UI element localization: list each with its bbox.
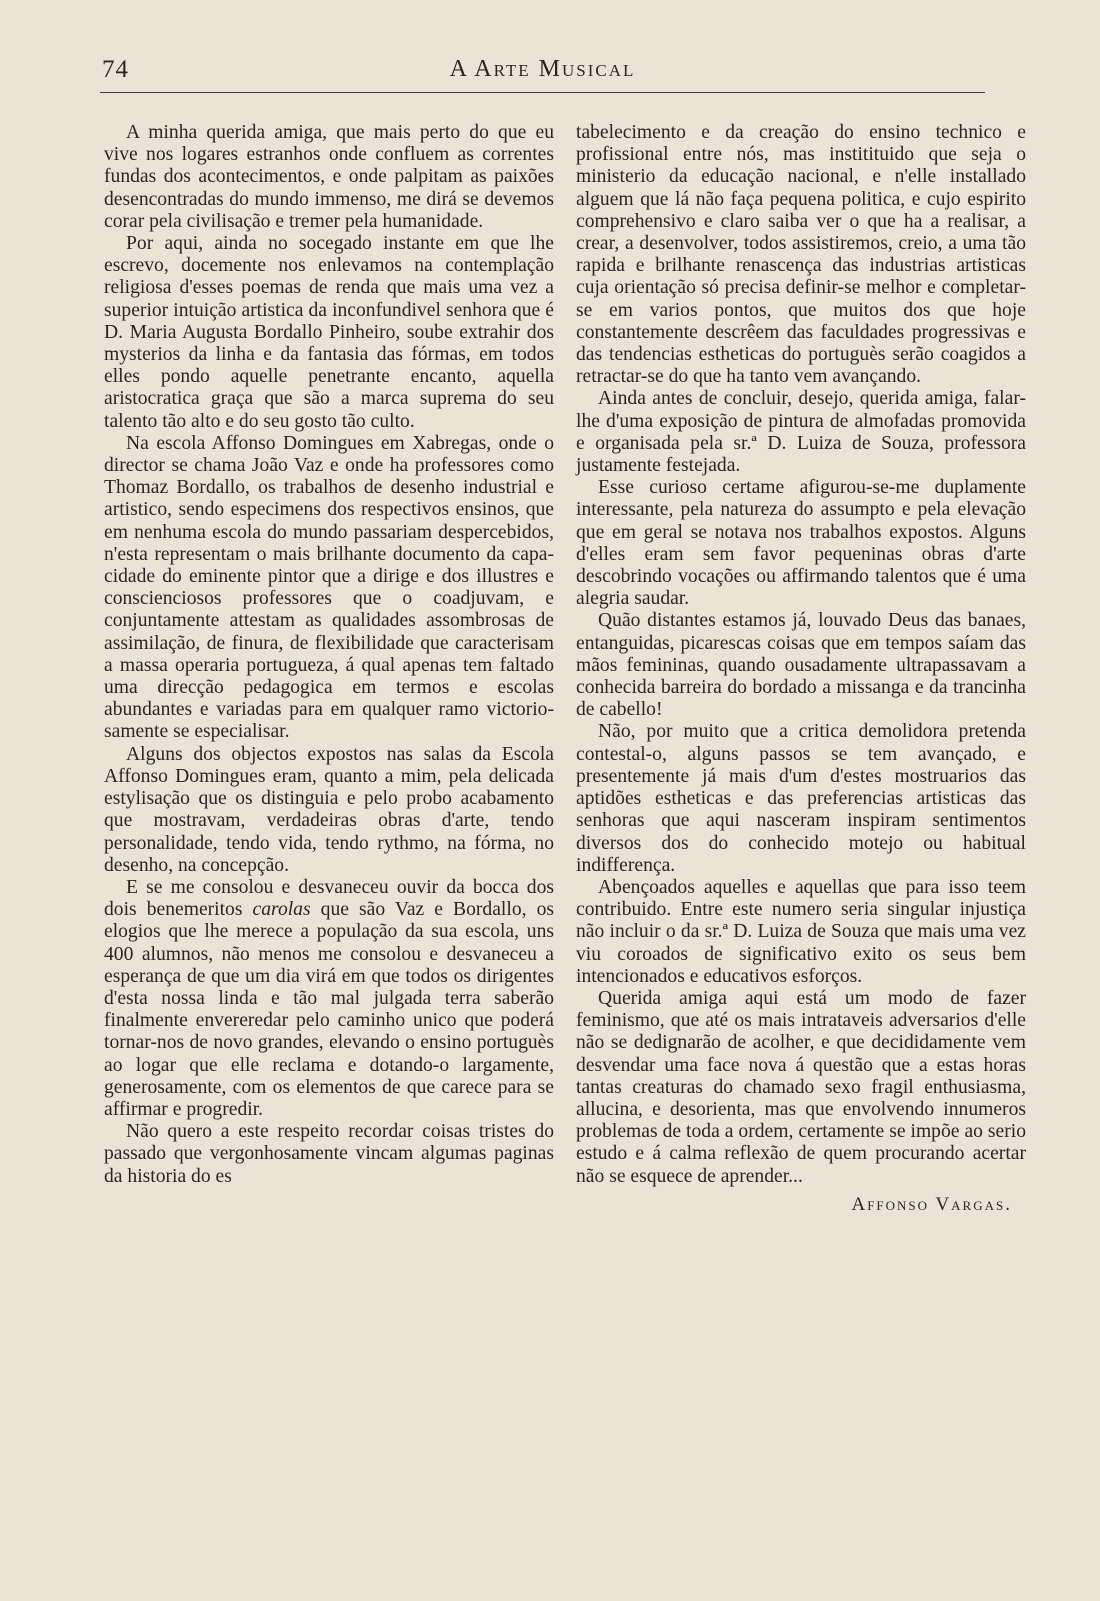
paragraph: [104, 877, 554, 1121]
article-body: [104, 122, 1026, 1522]
paragraph: Abençoados aquelles e aquellas que para isso teem contribuido. Entre este numero seria singular injustiça não incluir o da sr.ª D. Luiza de Souza que mais uma vez viu coroados de significativo exito os seus bem intencionados e educativos esforços.: [576, 876, 1026, 987]
italic-word: carolas: [252, 899, 311, 921]
paragraph: Não, por muito que a critica demolidora pretenda contestal-o, alguns passos se tem avançado, e presentemente já mais d'um d'estes mostruarios das aptidões estheticas e das preferencias artisticas das senhoras que aqui nasceram inspiram sentimentos diversos dos do conhecido motejo ou habitual indifferença.: [576, 721, 1026, 876]
paragraph-text: E se me consolou e desvaneceu ouvir da bocca dos dois benemeritos: [104, 876, 554, 921]
page-header: [100, 52, 985, 93]
paragraph: Ainda antes de concluir, desejo, querida amiga, falar-lhe d'uma exposição de pintura de almofadas promovida e organisada pela sr.ª D. Luiza de Souza, professora justamente festejada.: [576, 388, 1026, 477]
paragraph-text: que são Vaz e Bordallo, os elogios que lhe merece a população da sua escola, uns 400 alumnos, não menos me consolou e desvaneceu a esperança de que um dia virá em que todos os dirigentes d'esta nossa linda e tão mal julgada terra saberão finalmente envereredar pelo caminho unico que poderá tornar-nos de novo grandes, elevando o ensino portuguès ao logar que elle reclama e dotando-o largamente, generosamente, com os elementos de que carece para se affirmar e progredir.: [104, 899, 554, 1120]
paragraph: Quão distantes estamos já, louvado Deus das banaes, entanguidas, picarescas coisas que em tempos saíam das mãos femininas, quando ousadamente ultrapassavam a conhecida barreira do bordado a missanga e da trancinha de cabello!: [576, 610, 1026, 721]
paragraph: Alguns dos objectos expostos nas salas da Escola Affonso Domingues eram, quanto a mim, pela delicada estylisação que os distinguia e pelo probo acabamento que mostravam, verdadeiras obras d'arte, tendo personalidade, tendo vida, tendo rythmo, na fórma, no desenho, na concepção.: [104, 743, 554, 876]
paragraph: Não quero a este respeito recordar coisas tristes do passado que vergonhosamente vincam algumas paginas da historia do es: [104, 1121, 554, 1187]
paragraph: A minha querida amiga, que mais perto do que eu vive nos logares estranhos onde confluem as correntes fundas dos acontecimentos, e onde palpitam as paixões desencontradas do mundo immenso, me dirá se devemos corar pela civilisação e tremer pela humanidade.: [104, 122, 554, 232]
paragraph: Na escola Affonso Domingues em Xabregas, onde o director se chama João Vaz e onde ha professores como Thomaz Bordallo, os trabalhos de desenho industrial e artistico, sendo especimens dos respectivos ensinos, que em nenhuma escola do mundo passariam despercebidos, n'esta representam o mais brilhante documento da capacidade do eminente pintor que a dirige e dos illustres e conscienciosos professores que o coadjuvam, e conjuntamente attestam as qualidades assombrosas de assimilação, de finura, de flexibilidade que caracterisam a massa operaria portugueza, á qual apenas tem faltado uma direcção pedagogica em termos e escolas abundantes e variadas para em qualquer ramo victoriosamente se especialisar.: [104, 432, 554, 743]
running-title: A Arte Musical: [449, 56, 636, 82]
right-column: [576, 122, 1026, 1216]
paragraph: tabelecimento e da creação do ensino technico e profissional entre nós, mas institituido que seja o ministerio da educação nacional, e n'elle installado alguem que lá não faça pequena politica, e cujo espirito comprehensivo e claro saiba ver o que ha a realisar, a crear, a desenvolver, todos assistiremos, creio, a uma tão rapida e brilhante renascença das industrias artisticas cuja orientação só precisa definir-se melhor e completar-se em varios pontos, que muitos dos que hoje constantemente descrêem das faculdades progressivas e das tendencias estheticas do portuguès serão coagidos a retractar-se do que ha tanto vem avançando.: [576, 122, 1026, 388]
page-number: 74: [102, 56, 129, 83]
paragraph: Querida amiga aqui está um modo de fazer feminismo, que até os mais intrataveis adversarios d'elle não se dedignarão de acolher, e que decididamente vem desvendar uma face nova á questão que a estas horas tantas creaturas do chamado sexo fragil enthusiasma, allucina, e desorienta, mas que envolvendo innumeros problemas de toda a ordem, certamente se impõe ao serio estudo e á calma reflexão de quem procurando acertar não se esquece de aprender...: [576, 987, 1026, 1187]
paragraph: Esse curioso certame afigurou-se-me duplamente interessante, pela natureza do assumpto e pela elevação que em geral se notava nos trabalhos expostos. Alguns d'elles eram sem favor pequeninas obras d'arte descobrindo vocações ou affirmando talentos que é uma alegria saudar.: [576, 477, 1026, 610]
left-column: [104, 122, 554, 1188]
paragraph: Por aqui, ainda no socegado instante em que lhe escrevo, docemente nos enlevamos na contemplação religiosa d'esses poemas de renda que mais uma vez a superior intuição artistica da inconfundivel senhora que é D. Maria Augusta Bordallo Pinheiro, soube extrahir dos mysterios da linha e da fantasia das fórmas, em todos elles pondo aquelle penetrante encanto, aquella aristocratica graça que são a marca suprema do seu talento tão alto e do seu gosto tão culto.: [104, 233, 554, 432]
author-signature: Affonso Vargas.: [851, 1193, 1012, 1215]
